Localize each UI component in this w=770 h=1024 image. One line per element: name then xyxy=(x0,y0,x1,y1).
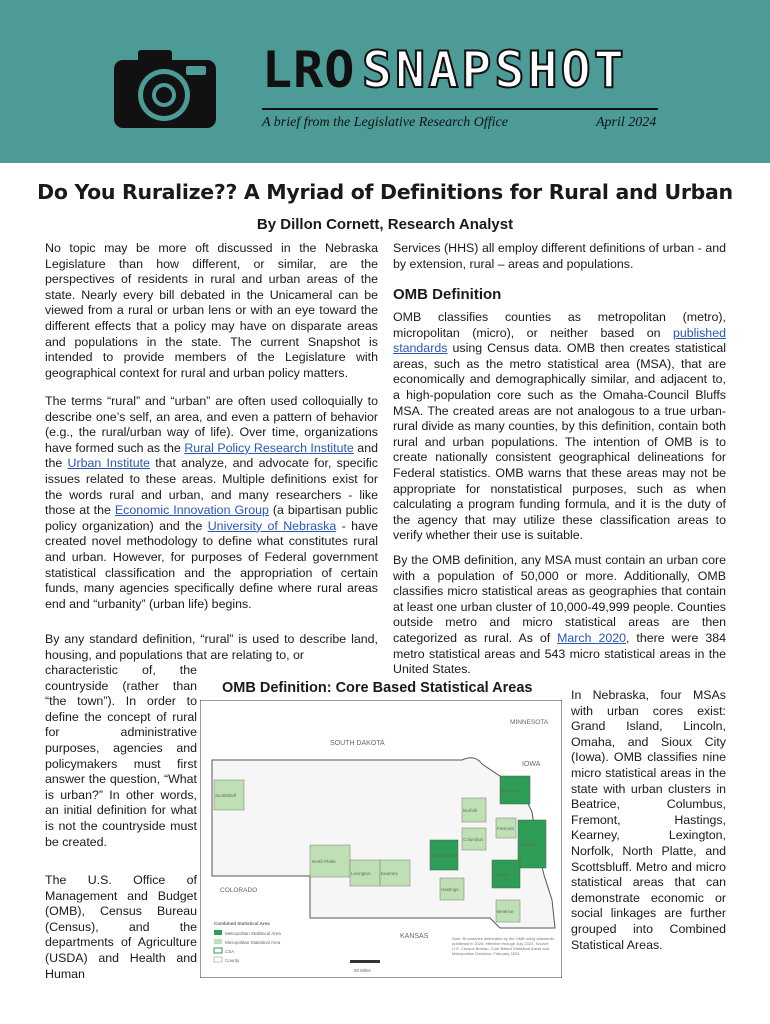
legend-swatch-metro xyxy=(214,930,222,935)
paragraph-terms: The terms “rural” and “urban” are often used colloquially to describe one’s self, an area, and even a pattern of behavior (e.g., the rural/urban way of life). Over time, organizations have formed such as the Rural Policy Research Institute and the Urban Institute that analyze, and advocate for, specific issues related to these areas. Multiple definitions exist for the words rural and urban, and many researchers - like those at the Economic Innovation Group (a bipartisan public policy organization) and the University of Nebraska - have created novel methodology to define what constitutes rural and urban. However, for purposes of Federal government statistical classification and the appropriation of certain funds, many agencies specifically define where rural areas end and “urbanity” (urban life) begins. xyxy=(45,394,379,611)
paragraph-rural-definition: By any standard definition, “rural” is used to describe land, housing, and populations that are relating to, or xyxy=(45,632,378,662)
label-kearney: Kearney xyxy=(381,871,398,876)
nebraska-cbsa-map xyxy=(200,700,562,978)
legend-title: Combined Statistical Area xyxy=(214,921,270,926)
legend-micro: Micropolitan Statistical Area xyxy=(225,940,281,945)
link-economic-innovation-group[interactable]: Economic Innovation Group xyxy=(114,503,269,518)
paragraph-nebraska-msas: In Nebraska, four MSAs with urban cores exist: Grand Island, Lincoln, Omaha, and Sioux City (Iowa). OMB classifies nine micro statistical areas in the state with urban clusters in Beatrice, Columbus, Fremont, Hastings, Kearney, Lexington, Norfolk, North Platte, and Scottsbluff. Metro and micro statistical areas that can demonstrate economic or social linkages are further grouped into Combined Statistical Areas. xyxy=(571,688,726,952)
omb-heading: OMB Definition xyxy=(393,286,502,303)
label-lexington: Lexington xyxy=(351,871,371,876)
paragraph-omb-classifies: OMB classifies counties as metropolitan (metro), micropolitan (micro), or neither based on published standards using Census data. OMB then creates statistical areas, such as the metro statistical area (MSA), that are economically and demographically similar, and adjacent to, a high-population core such as the Omaha-Council Bluffs MSA. The created areas are not analogous to a true urban-rural divide as many counties, by this definition, contain both rural and urban populations. The intention of OMB is to create nationally consistent geographical delineations for Federal statistics. OMB warns that these areas may not be appropriate for nonstatistical purposes, such as when calculating a program funding formula, and it is the duty of the agency that may utilize these classification areas to verify whether their use is suitable. xyxy=(393,310,726,543)
legend-metro: Metropolitan Statistical Area xyxy=(225,931,281,936)
label-south-dakota: SOUTH DAKOTA xyxy=(330,740,385,747)
label-beatrice: Beatrice xyxy=(497,909,514,914)
byline: By Dillon Cornett, Research Analyst xyxy=(256,216,514,233)
label-norfolk: Norfolk xyxy=(463,808,478,813)
cbsa-map xyxy=(200,700,562,978)
label-colorado: COLORADO xyxy=(220,887,258,894)
label-sioux-city: Sioux City xyxy=(500,788,521,793)
scale-label: 50 Miles xyxy=(354,968,371,973)
legend-swatch-micro xyxy=(214,939,222,944)
label-columbus: Columbus xyxy=(463,837,484,842)
paragraph-msa-definition: By the OMB definition, any MSA must contain an urban core with a population of 50,000 or more. Additionally, OMB classifies micro statistical areas as geographies that contain at least one urban cluster of 10,000-49,999 people. Counties outside metro and micro statistical areas are then categorized as rural. As of March 2020, there were 384 metro statistical areas and 543 micro statistical areas in the United States. xyxy=(393,553,726,677)
paragraph-agencies: The U.S. Office of Management and Budget (OMB), Census Bureau (Census), and the departments of Agriculture (USDA) and Health and Human xyxy=(45,873,197,981)
article-title: Do You Ruralize?? A Myriad of Definitions for Rural and Urban xyxy=(37,180,733,204)
label-north-platte: North Platte xyxy=(312,859,336,864)
map-source-note-wrap xyxy=(452,936,558,976)
label-hastings: Hastings xyxy=(441,887,459,892)
tagline: A brief from the Legislative Research Office xyxy=(262,115,508,130)
legend-county: County xyxy=(225,958,240,963)
link-urban-institute[interactable]: Urban Institute xyxy=(67,456,150,471)
link-march-2020[interactable]: March 2020 xyxy=(557,630,627,645)
label-scottsbluff: Scottsbluff xyxy=(215,793,236,798)
label-kansas: KANSAS xyxy=(400,933,429,940)
brand-snapshot: SNAPSHOT xyxy=(362,41,627,99)
publication-date: April 2024 xyxy=(596,115,657,130)
paragraph-agencies-cont: Services (HHS) all employ different definitions of urban - and by extension, rural – areas and populations. xyxy=(393,241,726,271)
link-published-standards[interactable]: published standards xyxy=(393,325,726,356)
scale-bar xyxy=(350,960,380,963)
link-rural-policy-research-institute[interactable]: Rural Policy Research Institute xyxy=(184,440,354,455)
label-grand-island: Grand Island xyxy=(431,853,457,858)
label-minnesota: MINNESOTA xyxy=(510,719,549,726)
label-omaha: Omaha xyxy=(520,842,535,847)
legend-csa: CSA xyxy=(225,949,235,954)
header-band xyxy=(0,0,770,163)
label-lincoln: Lincoln xyxy=(494,872,509,877)
header-rule xyxy=(262,108,658,110)
map-title: OMB Definition: Core Based Statistical Areas xyxy=(222,680,533,696)
brand-lro: LRO xyxy=(262,41,356,99)
paragraph-intro: No topic may be more oft discussed in the Nebraska Legislature than how different, or similar, are the perspectives of residents in rural and urban areas of the state. Nearly every bill debated in the Unicameral can be viewed from a rural or urban lens or with an eye toward the different effects that a policy may have on disparate areas and populations in the state. The current Snapshot is intended to provide members of the Legislature with geographical context for rural and urban policy matters. xyxy=(45,241,378,380)
link-university-of-nebraska[interactable]: University of Nebraska xyxy=(207,518,337,533)
label-iowa: IOWA xyxy=(522,761,541,768)
camera-icon xyxy=(110,44,220,130)
map-source-note: Note: Boundaries delineated by the OMB using standards published in 2020, effective through July 2023. Source: U.S. Census Bureau, Core Based Statistical Areas and Metropolitan Divisions, February 2023. xyxy=(452,936,555,956)
paragraph-rural-definition-cont: characteristic of, the countryside (rather than “the town”). In order to define the concept of rural for administrative purposes, agencies and policymakers must first answer the question, “What is urban?” In other words, an initial definition for what is not the countryside must be created. xyxy=(45,663,197,849)
label-fremont: Fremont xyxy=(497,826,514,831)
